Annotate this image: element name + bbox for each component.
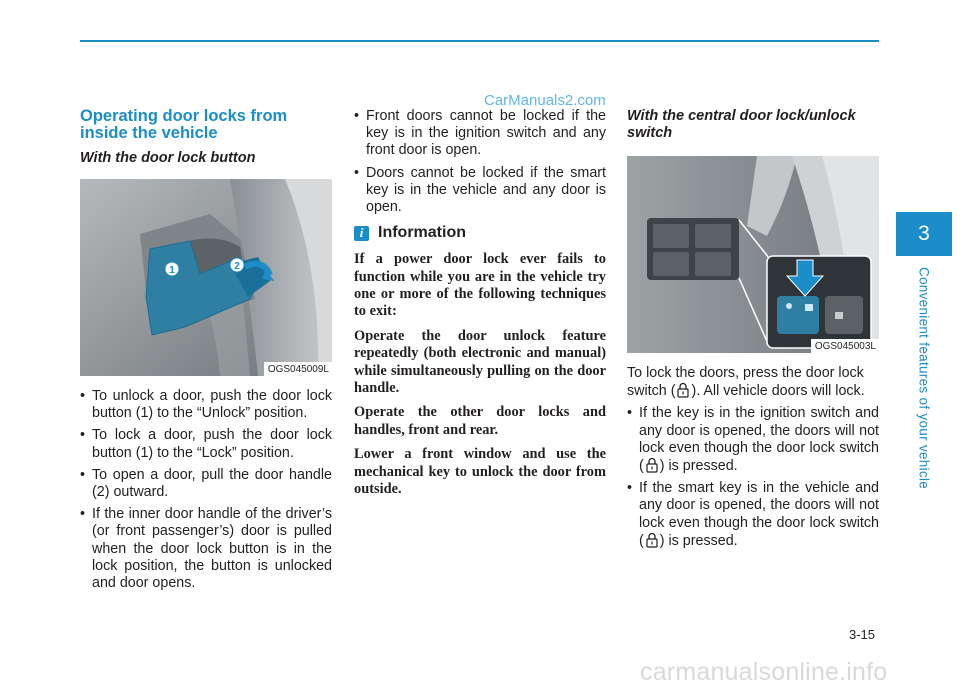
callout-2: 2	[234, 261, 240, 272]
figure-central-lock-switch	[627, 156, 879, 353]
info-paragraph: Lower a front window and use the mechanical key to unlock the door from outside.	[354, 446, 606, 498]
chapter-tab	[896, 212, 952, 256]
column-1	[80, 108, 332, 597]
figure-code: OGS045009L	[264, 362, 332, 376]
info-paragraph: If a power door lock ever fails to function while you are in the vehicle try one or more of the following techniques to exit:	[354, 251, 606, 320]
bullet-list-front-doors	[354, 108, 606, 216]
central-switch-illustration	[627, 156, 879, 353]
door-lock-icon	[677, 382, 689, 398]
header-rule	[80, 40, 879, 42]
chapter-title: Convenient features of your vehicle	[916, 266, 932, 490]
intro-text-before: To lock the doors, press the door lock switch (	[627, 365, 864, 400]
list-item	[627, 480, 879, 550]
list-item	[627, 405, 879, 475]
bullet-text-before: If the smart key is in the vehicle and any door is opened, the doors will not lock even though the door lock switch (	[639, 480, 879, 549]
list-item: • Doors cannot be locked if the smart key is in the vehicle and any door is open.	[354, 165, 606, 217]
figure-door-lock-button	[80, 179, 332, 376]
bullet-list-door-lock-button	[80, 388, 332, 592]
information-header	[354, 224, 606, 242]
watermark-bottom[interactable]: carmanualsonline.info	[640, 658, 888, 686]
figure-code: OGS045003L	[811, 339, 879, 353]
column-3	[627, 108, 879, 555]
subtitle-central-lock-switch: With the central door lock/unlock switch	[627, 108, 856, 141]
list-item: • To unlock a door, push the door lock button (1) to the “Unlock” position.	[80, 388, 332, 422]
door-handle-illustration	[80, 179, 332, 376]
central-lock-intro	[627, 365, 879, 400]
info-paragraph: Operate the other door locks and handles, front and rear.	[354, 404, 606, 438]
list-item: • To open a door, pull the door handle (2) outward.	[80, 467, 332, 501]
list-item: • To lock a door, push the door lock button (1) to the “Lock” position.	[80, 427, 332, 461]
chapter-number: 3	[918, 222, 930, 245]
intro-text-after: ). All vehicle doors will lock.	[691, 383, 865, 400]
section-title: Operating door locks from inside the vehicle	[80, 107, 288, 142]
bullet-text-after: ) is pressed.	[659, 458, 738, 475]
watermark-top[interactable]: CarManuals2.com	[484, 92, 606, 109]
info-paragraph: Operate the door unlock feature repeatedly (both electronic and manual) while simultaneously pulling on the door handle.	[354, 327, 606, 397]
bullet-text-after: ) is pressed.	[659, 532, 738, 549]
information-title: Information	[378, 224, 466, 242]
list-item: • If the inner door handle of the driver’s (or front passenger’s) door is pulled when the door lock button is in the lock position, the button is unlocked and door opens.	[80, 506, 332, 592]
door-lock-icon	[646, 457, 658, 473]
bullet-list-central-lock	[627, 405, 879, 550]
info-icon: i	[354, 226, 369, 241]
callout-1: 1	[169, 265, 175, 276]
door-lock-icon	[646, 532, 658, 548]
column-2	[354, 108, 606, 506]
bullet-text-before: If the key is in the ignition switch and any door is opened, the doors will not lock even though the door lock switch (	[639, 405, 879, 475]
list-item: • Front doors cannot be locked if the key is in the ignition switch and any front door is open.	[354, 108, 606, 160]
page-number: 3-15	[849, 627, 876, 642]
subtitle-door-lock-button: With the door lock button	[80, 150, 256, 166]
